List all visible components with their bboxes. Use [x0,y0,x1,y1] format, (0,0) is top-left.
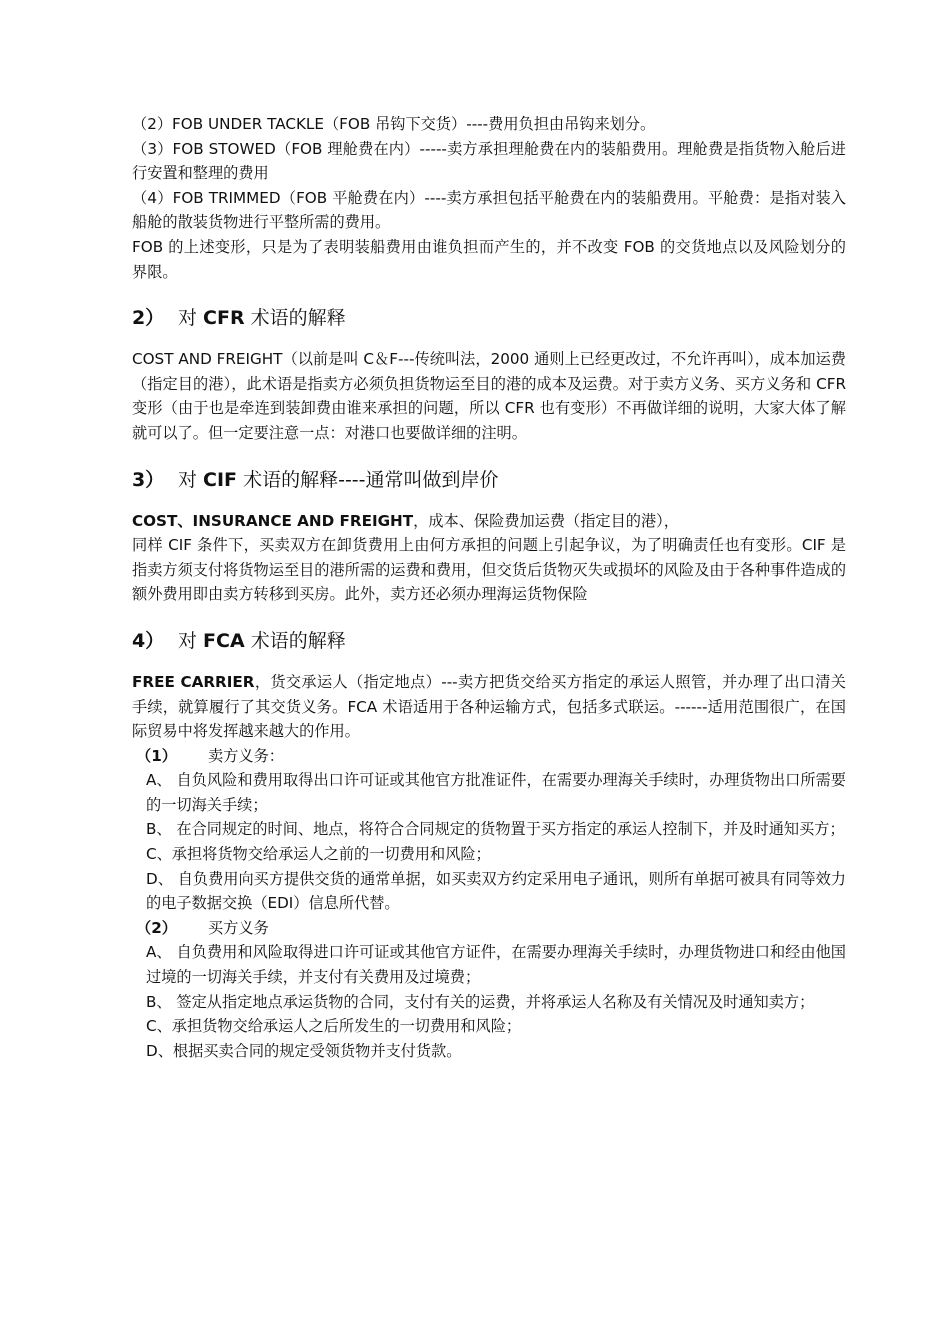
fob-variant-4: （4）FOB TRIMMED（FOB 平舱费在内）----卖方承担包括平舱费在内的装船费用。平舱费：是指对装入船舱的散装货物进行平整所需的费用。 [132,188,846,232]
fca-heading-post: 术语的解释 [244,629,346,652]
buyer-item-b: B、 签定从指定地点承运货物的合同，支付有关的运费，并将承运人名称及有关情况及时通知卖方； [146,992,815,1011]
seller-item-a: A、 自负风险和费用取得出口许可证或其他官方批准证件，在需要办理海关手续时，办理货物出口所需要的一切海关手续； [146,771,846,814]
fca-heading-number: 4） [132,629,165,652]
cif-heading [132,467,846,493]
buyer-item-a: A、 自负费用和风险取得进口许可证或其他官方证件，在需要办理海关手续时，办理货物进口和经由他国过境的一切海关手续，并支付有关费用及过境费； [146,943,846,987]
cfr-body: COST AND FREIGHT（以前是叫 C＆F---传统叫法，2000 通则上已经更改过，不允许再叫），成本加运费（指定目的港），此术语是指卖方必须负担货物运至目的港的成本及运费。对于卖方义务、买方义务和 CFR 变形（由于也是牵连到装卸费由谁来承担的问题，所以 CFR 也有变形）不再做详细的说明，大家大体了解就可以了。但一定要注意一点：对港口也要做详细的注明。 [132,350,846,442]
seller-item-d: D、 自负费用向买方提供交货的通常单据，如买卖双方约定采用电子通讯，则所有单据可被具有同等效力的电子数据交换（EDI）信息所代替。 [146,869,846,913]
seller-obligations-heading [136,744,846,769]
cfr-heading-post: 术语的解释 [244,307,346,330]
cif-heading-pre: 对 [178,468,204,491]
fob-variant-2: （2）FOB UNDER TACKLE（FOB 吊钩下交货）----费用负担由吊钩来划分。 [132,115,656,133]
cif-heading-post: 术语的解释----通常叫做到岸价 [237,468,499,491]
cif-heading-abbr: CIF [203,468,238,491]
cif-body: 同样 CIF 条件下，买卖双方在卸货费用上由何方承担的问题上引起争议，为了明确责任也有变形。CIF 是指卖方须支付将货物运至目的港所需的运费和费用，但交货后货物灭失或损坏的风险及由于各种事件造成的额外费用即由卖方转移到买房。此外，卖方还必须办理海运货物保险 [132,536,846,604]
buyer-obligations-title: 买方义务 [208,918,269,937]
document-page [132,112,846,1063]
fca-heading-abbr: FCA [203,629,245,652]
cif-heading-number: 3） [132,468,165,491]
cfr-heading-abbr: CFR [203,307,245,330]
fca-heading-pre: 对 [178,629,204,652]
fca-term-desc: ，货交承运人（指定地点）---卖方把货交给买方指定的承运人照管，并办理了出口清关手续，就算履行了其交货义务。FCA 术语适用于各种运输方式，包括多式联运。------适用范围很广，在国际贸易中将发挥越来越大的作用。 [132,672,846,741]
fob-variant-3: （3）FOB STOWED（FOB 理舱费在内）-----卖方承担理舱费在内的装船费用。理舱费是指货物入舱后进行安置和整理的费用 [132,139,846,183]
seller-item-b: B、 在合同规定的时间、地点，将符合合同规定的货物置于买方指定的承运人控制下，并及时通知买方； [146,820,845,839]
cif-term-desc: ，成本、保险费加运费（指定目的港）， [413,511,679,530]
seller-obligations-title: 卖方义务： [208,746,284,765]
seller-item-c: C、承担将货物交给承运人之前的一切费用和风险； [146,845,491,864]
buyer-item-c: C、承担货物交给承运人之后所发生的一切费用和风险； [146,1017,522,1036]
cfr-heading-pre: 对 [178,307,204,330]
buyer-item-d: D、根据买卖合同的规定受领货物并支付货款。 [146,1041,462,1060]
cif-term-name: COST、INSURANCE AND FREIGHT [132,511,414,530]
cfr-heading-number: 2） [132,307,165,330]
buyer-obligations-number: （2） [136,918,177,937]
fca-term-paragraph [132,670,846,744]
seller-obligations-number: （1） [136,746,177,765]
cif-term-line [132,509,846,534]
buyer-obligations-heading [136,916,846,941]
fca-term-name: FREE CARRIER [132,672,255,691]
fob-summary: FOB 的上述变形，只是为了表明装船费用由谁负担而产生的，并不改变 FOB 的交货地点以及风险划分的界限。 [132,237,846,281]
cfr-heading [132,305,846,331]
fca-heading [132,628,846,654]
